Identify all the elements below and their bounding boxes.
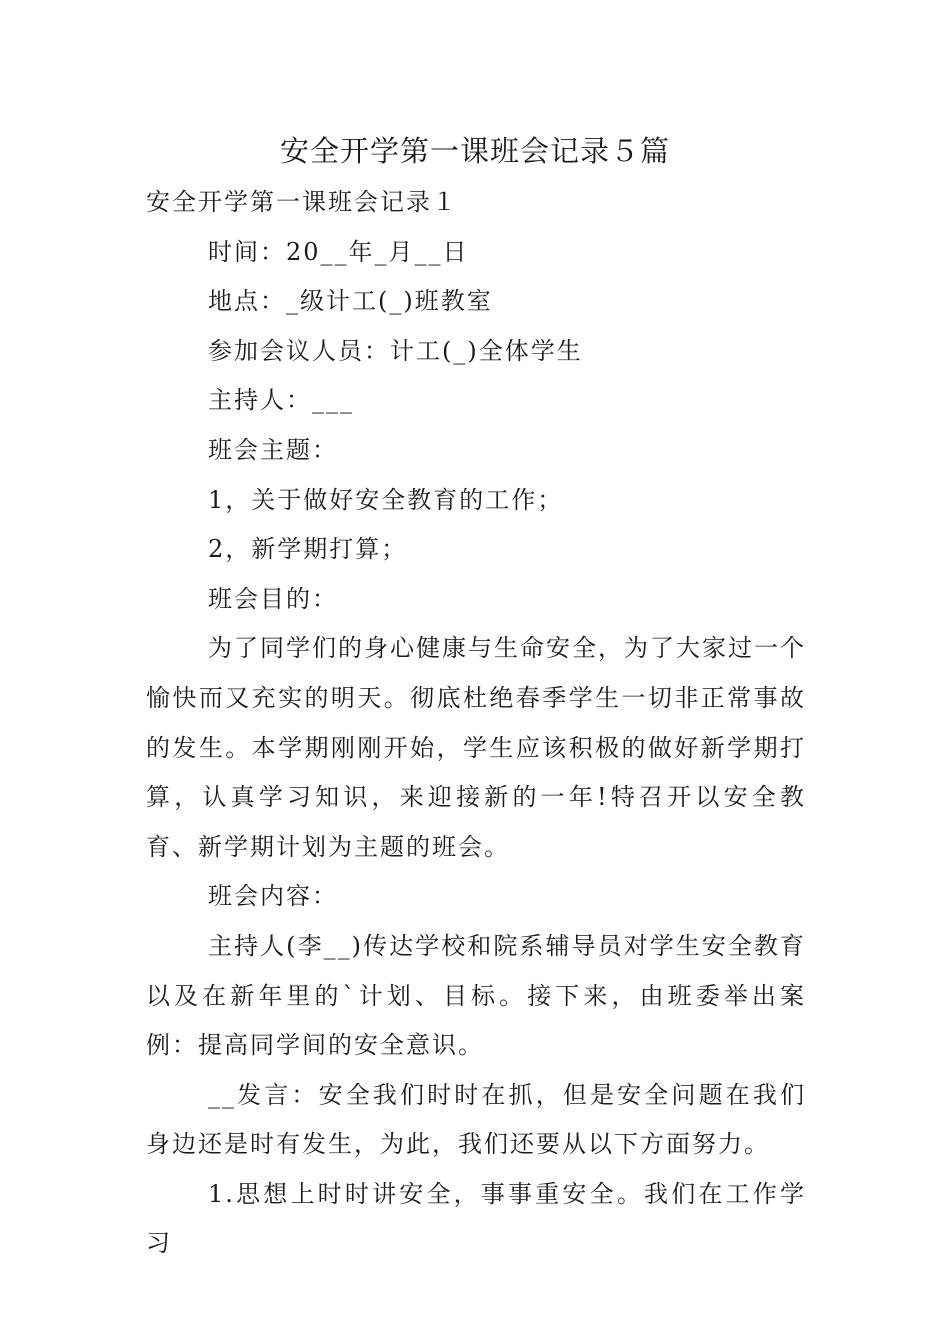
theme-heading: 班会主题： xyxy=(208,435,338,464)
content-paragraph-speech: __发言：安全我们时时在抓，但是安全问题在我们身边还是时有发生，为此，我们还要从以下方面努力。 xyxy=(146,1080,806,1159)
theme-item-1: 1，关于做好安全教育的工作； xyxy=(208,485,564,514)
document-body xyxy=(146,178,806,1269)
content-paragraph-point-1: 1.思想上时时讲安全，事事重安全。我们在工作学习 xyxy=(146,1179,806,1258)
purpose-heading: 班会目的： xyxy=(208,584,338,613)
purpose-paragraph: 为了同学们的身心健康与生命安全，为了大家过一个愉快而又充实的明天。彻底杜绝春季学生一切非正常事故的发生。本学期刚刚开始，学生应该积极的做好新学期打算，认真学习知识，来迎接新的一年!特召开以安全教育、新学期计划为主题的班会。 xyxy=(146,634,806,861)
meeting-attendees: 参加会议人员：计工(_)全体学生 xyxy=(208,336,583,365)
section-heading: 安全开学第一课班会记录１ xyxy=(146,188,458,216)
meeting-host: 主持人：___ xyxy=(208,386,354,415)
content-paragraph-host: 主持人(李__)传达学校和院系辅导员对学生安全教育以及在新年里的`计划、目标。接下来，由班委举出案例：提高同学间的安全意识。 xyxy=(146,931,806,1060)
meeting-time: 时间：20__年_月__日 xyxy=(208,237,469,266)
theme-item-2: 2，新学期打算； xyxy=(208,535,408,564)
content-heading: 班会内容： xyxy=(208,882,338,911)
meeting-location: 地点：_级计工(_)班教室 xyxy=(208,287,493,316)
document-title: 安全开学第一课班会记录５篇 xyxy=(279,134,670,168)
